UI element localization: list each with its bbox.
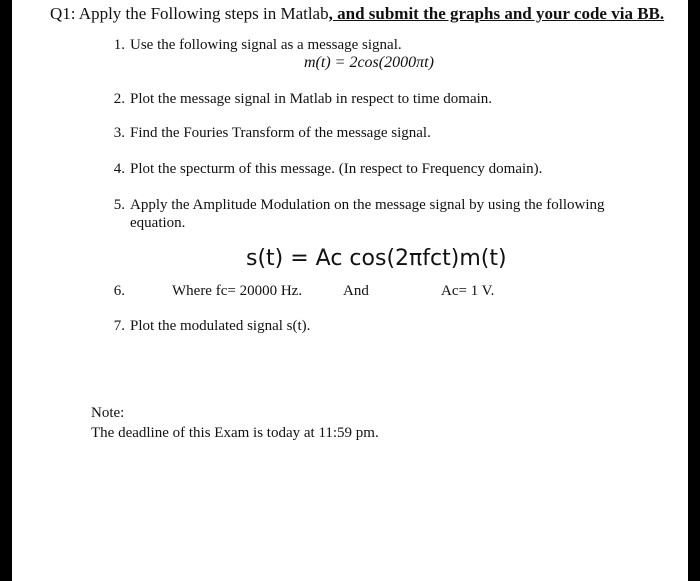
question-prefix: Q1: Apply the Following steps in Matlab bbox=[50, 4, 329, 23]
note-text: The deadline of this Exam is today at 11:59 pm. bbox=[91, 425, 379, 441]
item-text: Plot the specturm of this message. (In respect to Frequency domain). bbox=[130, 161, 543, 177]
item-number: 7. bbox=[113, 318, 125, 334]
message-signal-equation: m(t) = 2cos(2000πt) bbox=[304, 54, 434, 71]
item-text: Find the Fouries Transform of the message signal. bbox=[130, 125, 431, 141]
am-equation-text: s(t) = Ac cos(2πfct)m(t) bbox=[246, 246, 507, 271]
item-number: 6. bbox=[113, 283, 125, 299]
item-number: 4. bbox=[113, 161, 125, 177]
carrier-amplitude: Ac= 1 V. bbox=[441, 283, 495, 299]
question-title bbox=[50, 4, 664, 24]
carrier-frequency: Where fc= 20000 Hz. bbox=[172, 283, 303, 299]
exam-page bbox=[12, 0, 688, 581]
am-signal-equation bbox=[246, 246, 507, 271]
question-bold-instruction: , and submit the graphs and your code via BB. bbox=[328, 4, 665, 23]
and-connector: And bbox=[343, 283, 369, 299]
item-text: Plot the message signal in Matlab in respect to time domain. bbox=[130, 91, 493, 107]
item-text: Plot the modulated signal s(t). bbox=[130, 318, 311, 334]
item-number: 1. bbox=[113, 37, 125, 53]
item-number: 5. bbox=[113, 197, 125, 213]
item-text-continued: equation. bbox=[130, 215, 186, 231]
list-item-5-continuation bbox=[130, 215, 185, 232]
item-text: Use the following signal as a message signal. bbox=[130, 37, 402, 53]
item-text: Apply the Amplitude Modulation on the message signal by using the following bbox=[130, 197, 605, 213]
item-number: 3. bbox=[113, 125, 125, 141]
note-label: Note: bbox=[91, 405, 125, 421]
item-number: 2. bbox=[113, 91, 125, 107]
